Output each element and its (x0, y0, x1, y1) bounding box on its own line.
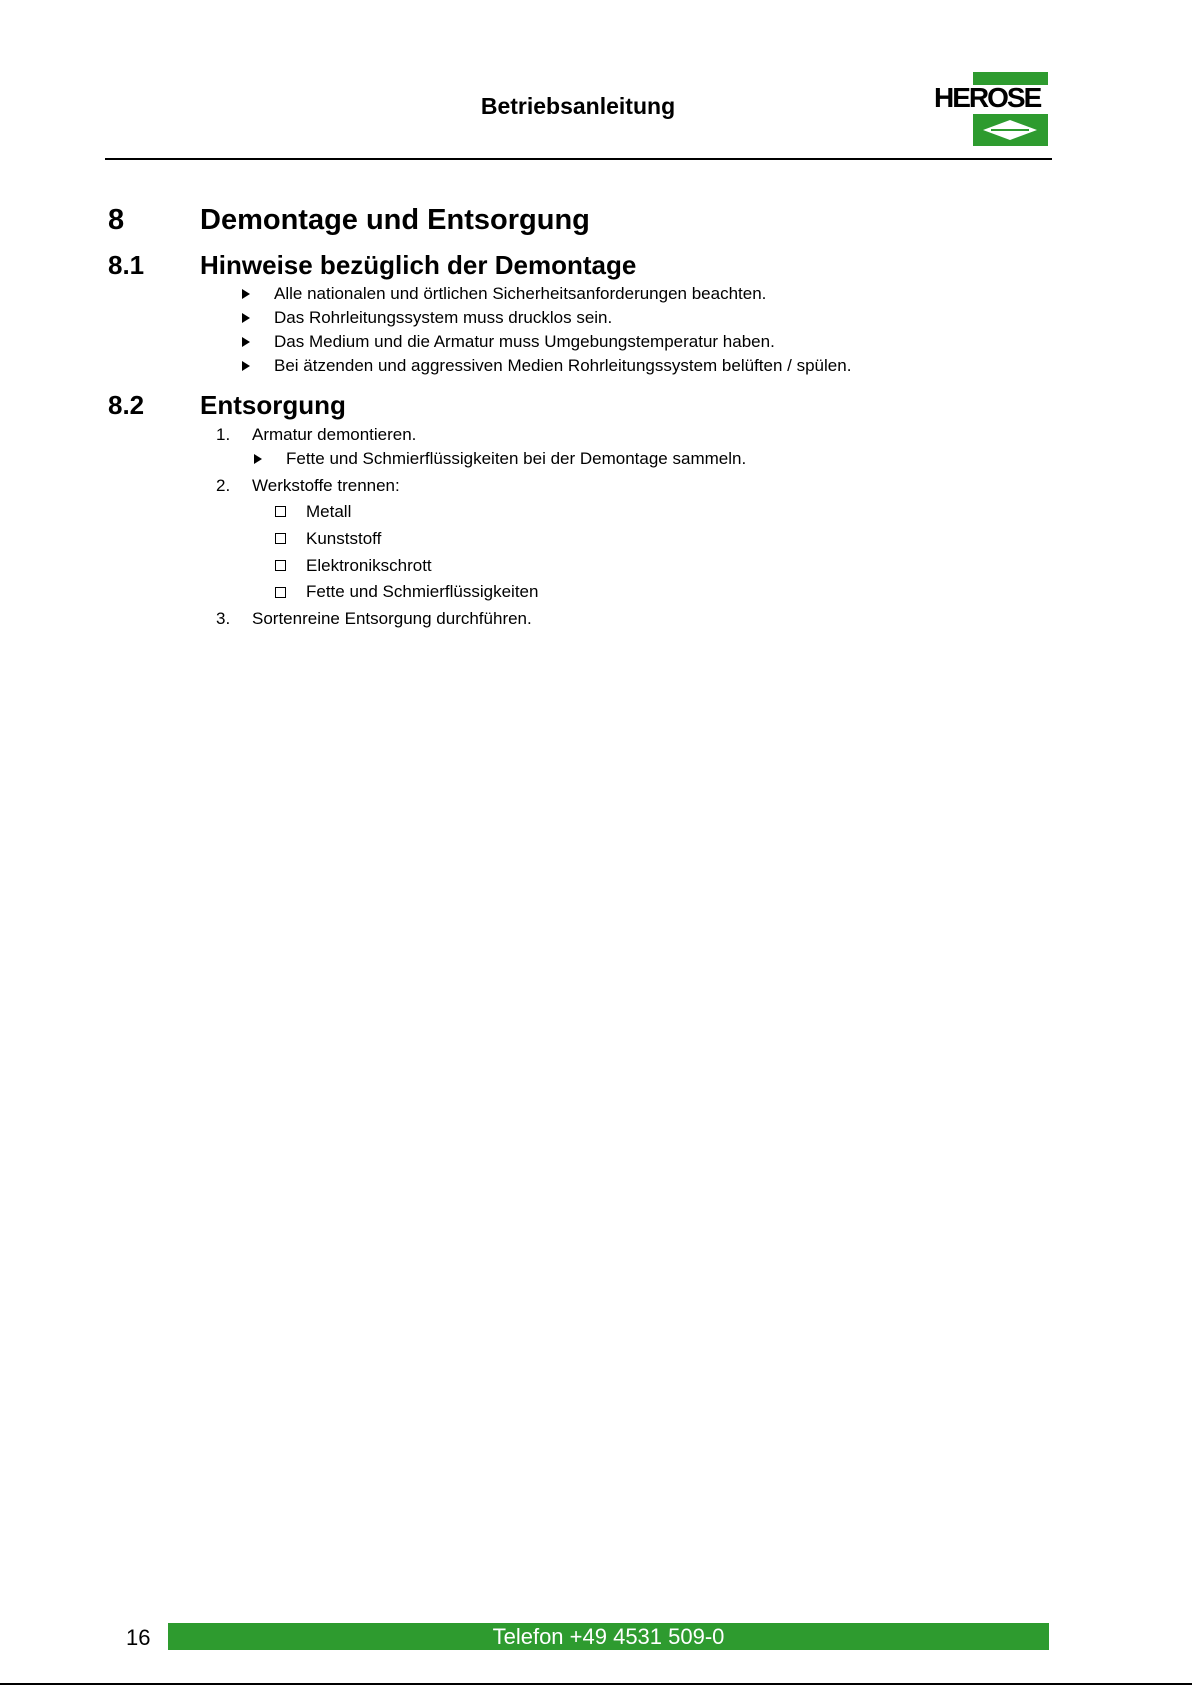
step-number: 2. (216, 476, 231, 495)
list-item: Fette und Schmierflüssigkeiten bei der Demontage sammeln. (286, 449, 747, 468)
bullet-arrow-icon (242, 337, 250, 347)
step-text: Armatur demontieren. (252, 425, 417, 444)
section-number: 8.2 (108, 390, 145, 420)
footer-phone-bar: Telefon +49 4531 509-0 (168, 1623, 1049, 1650)
list-item: Metall (306, 502, 352, 521)
section-number: 8.1 (108, 250, 145, 280)
step-text: Werkstoffe trennen: (252, 476, 400, 495)
list-item: Das Rohrleitungssystem muss drucklos sein. (274, 308, 613, 327)
header-divider (105, 158, 1052, 160)
bullet-arrow-icon (242, 361, 250, 371)
bullet-arrow-icon (242, 313, 250, 323)
step-text: Sortenreine Entsorgung durchführen. (252, 609, 532, 628)
document-title: Betriebsanleitung (480, 93, 676, 119)
herose-logo (934, 72, 1048, 146)
list-item: Das Medium und die Armatur muss Umgebungstemperatur haben. (274, 332, 775, 351)
section-title: Demontage und Entsorgung (200, 204, 590, 236)
diamond-icon (973, 114, 1048, 146)
step-number: 1. (216, 425, 231, 444)
list-item: Bei ätzenden und aggressiven Medien Rohrleitungssystem belüften / spülen. (274, 356, 852, 375)
logo-emblem (973, 114, 1048, 146)
step-number: 3. (216, 609, 231, 628)
bullet-arrow-icon (242, 289, 250, 299)
checkbox-icon (275, 533, 286, 544)
section-number: 8 (108, 204, 125, 236)
logo-wordmark: HEROSE (934, 82, 1041, 113)
list-item: Elektronikschrott (306, 556, 432, 575)
section-title: Entsorgung (200, 390, 346, 420)
page-number: 16 (126, 1625, 151, 1650)
bullet-arrow-icon (254, 454, 262, 464)
checkbox-icon (275, 560, 286, 571)
checkbox-icon (275, 587, 286, 598)
list-item: Alle nationalen und örtlichen Sicherheitsanforderungen beachten. (274, 284, 767, 303)
section-title: Hinweise bezüglich der Demontage (200, 250, 637, 280)
list-item: Fette und Schmierflüssigkeiten (306, 582, 539, 601)
checkbox-icon (275, 506, 286, 517)
list-item: Kunststoff (306, 529, 382, 548)
